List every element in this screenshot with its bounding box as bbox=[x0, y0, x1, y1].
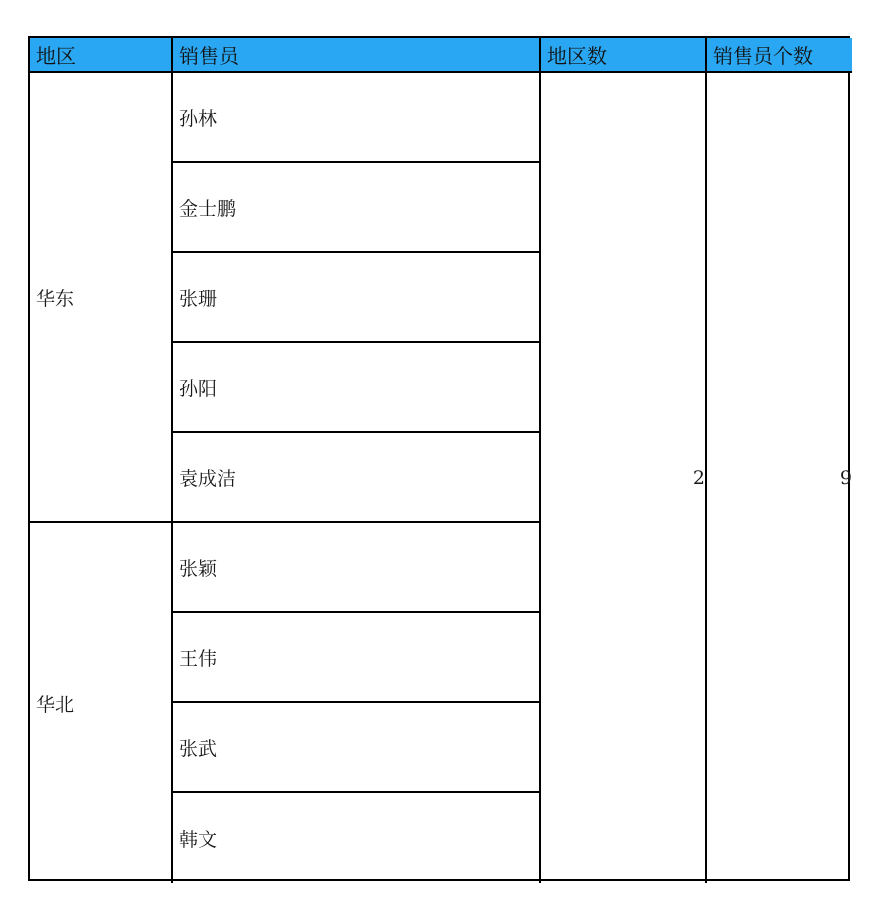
header-salesperson-count: 销售员个数 bbox=[707, 38, 852, 73]
header-region: 地区 bbox=[30, 38, 173, 73]
region-count-value: 2 bbox=[541, 73, 707, 883]
region-cell-east: 华东 bbox=[30, 73, 173, 523]
salesperson-cell: 张珊 bbox=[173, 253, 541, 343]
region-cell-north: 华北 bbox=[30, 523, 173, 883]
sales-table bbox=[28, 36, 850, 881]
salesperson-cell: 孙林 bbox=[173, 73, 541, 163]
salesperson-cell: 王伟 bbox=[173, 613, 541, 703]
salesperson-cell: 金士鹏 bbox=[173, 163, 541, 253]
salesperson-cell: 张武 bbox=[173, 703, 541, 793]
salesperson-cell: 袁成洁 bbox=[173, 433, 541, 523]
header-region-count: 地区数 bbox=[541, 38, 707, 73]
header-salesperson: 销售员 bbox=[173, 38, 541, 73]
salesperson-count-value: 9 bbox=[839, 467, 852, 489]
salesperson-cell: 韩文 bbox=[173, 793, 541, 883]
salesperson-cell: 张颖 bbox=[173, 523, 541, 613]
salesperson-cell: 孙阳 bbox=[173, 343, 541, 433]
